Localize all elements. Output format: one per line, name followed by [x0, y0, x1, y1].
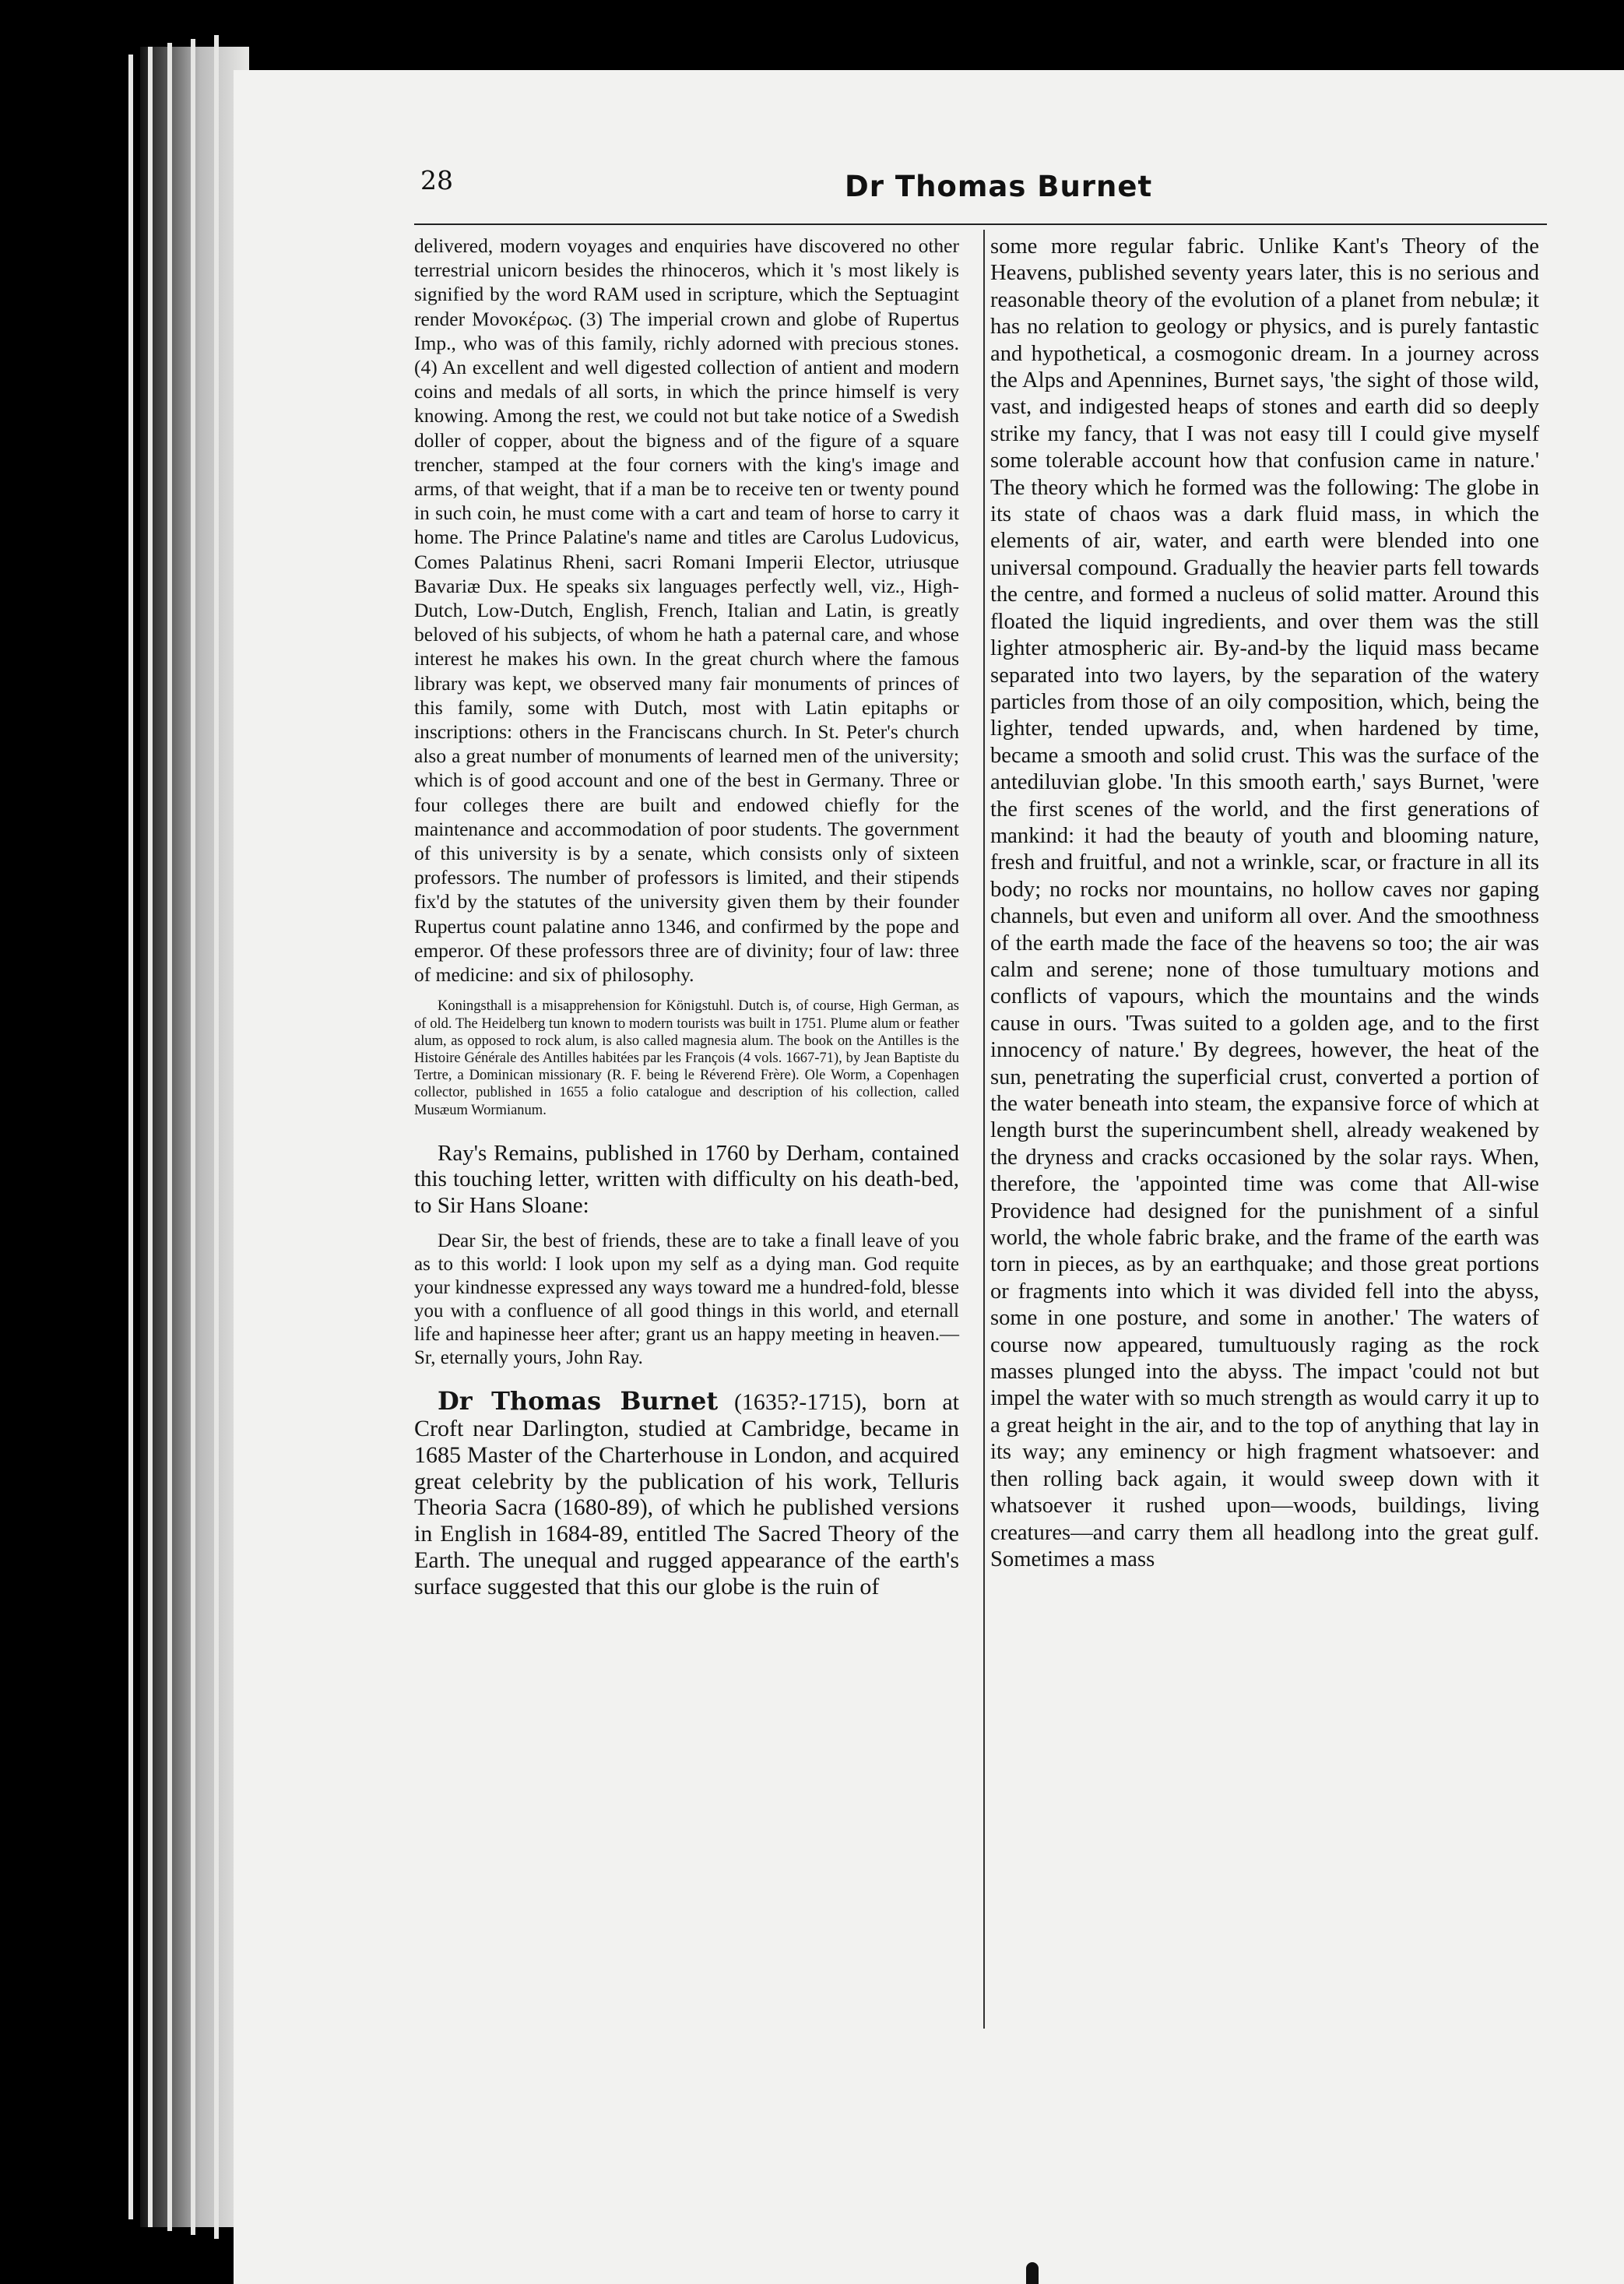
entry-heading: Dr Thomas Burnet — [438, 1386, 719, 1417]
page-edge — [167, 43, 172, 2231]
running-title: Dr Thomas Burnet — [845, 170, 1153, 203]
body-paragraph: delivered, modern voyages and enquiries have discovered no other terrestrial unicorn besides the rhinoceros, which it 's most likely is signified by the word RAM used in scripture, which the Septuagint render Μονοκέρως. (3) The imperial crown and globe of Rupertus Imp., who was of this family, richly adorned with precious stones. (4) An excellent and well digested collection of antient and modern coins and medals of all sorts, in which the prince himself is very knowing. Among the rest, we could not but take notice of a Swedish doller of copper, about the bigness and of the figure of a square trencher, stamped at the four corners with the king's image and arms, of that weight, that if a man be to receive ten or twenty pound in such coin, he must come with a cart and team of horse to carry it home. The Prince Palatine's name and titles are Carolus Ludovicus, Comes Palatinus Rheni, sacri Romani Imperii Elector, utriusque Bavariæ Dux. He speaks six languages perfectly well, viz., High-Dutch, Low-Dutch, English, French, Italian and Latin, is greatly beloved of his subjects, of whom he hath a paternal care, and whose interest he makes his own. In the great church where the famous library was kept, we observed many fair monuments of princes of this family, some with Dutch, most with Latin epitaphs or inscriptions: others in the Franciscans church. In St. Peter's church also a great number of monuments of learned men of the university; which is of good account and one of the best in Germany. Three or four colleges there are built and endowed chiefly for the maintenance and accommodation of poor students. The government of this university is by a senate, which consists only of sixteen professors. The number of professors is limited, and their stipends fix'd by the statutes of the university given them by their founder Rupertus count palatine anno 1346, and confirmed by the pope and emperor. Of these professors three are of divinity; four of law: three of medicine: and six of philosophy. — [414, 234, 959, 987]
footnote: Koningsthall is a misapprehension for Königstuhl. Dutch is, of course, High German, as of old. The Heidelberg tun known to modern tourists was built in 1751. Plume alum or feather alum, as opposed to rock alum, is also called magnesia alum. The book on the Antilles is the Histoire Générale des Antilles habitées par les François (4 vols. 1667-71), by Jean Baptiste du Tertre, a Dominican missionary (R. F. being le Réverend Frère). Ole Worm, a Copenhagen collector, published in 1655 a folio catalogue and description of his collection, called Musæum Wormianum. — [414, 998, 959, 1118]
scan-artifact — [1026, 2262, 1039, 2284]
page-number: 28 — [420, 165, 453, 195]
biography-entry — [414, 1388, 959, 1600]
entry-text: (1635?-1715), born at Croft near Darlington, studied at Cambridge, became in 1685 Master of the Charterhouse in London, and acquired great celebrity by the publication of his work, Telluris Theoria Sacra (1680-89), of which he published versions in English in 1684-89, entitled The Sacred Theory of the Earth. The unequal and rugged appearance of the earth's surface suggested that this our globe is the ruin of — [414, 1389, 959, 1600]
header-rule — [414, 223, 1547, 225]
quoted-letter: Dear Sir, the best of friends, these are to take a finall leave of you as to this world: I look upon my self as a dying man. God requite your kindnesse expressed any ways toward me a hundred-fold, blesse you with a confluence of all good things in this world, and eternall life and hapinesse heer after; grant us an happy meeting in heaven.—Sr, eternally yours, John Ray. — [414, 1230, 959, 1369]
right-column — [990, 234, 1539, 1573]
page-edge — [214, 35, 219, 2239]
page-edge — [191, 39, 195, 2235]
left-column — [414, 234, 959, 1600]
page-edge — [128, 55, 133, 2219]
body-paragraph: Ray's Remains, published in 1760 by Derham, contained this touching letter, written with difficulty on his death-bed, to Sir Hans Sloane: — [414, 1140, 959, 1218]
page-edge — [148, 47, 153, 2227]
body-paragraph: some more regular fabric. Unlike Kant's Theory of the Heavens, published seventy years later, this is no serious and reasonable theory of the evolution of a planet from nebulæ; it has no relation to geology or physics, and is purely fantastic and hypothetical, a cosmogonic dream. In a journey across the Alps and Apennines, Burnet says, 'the sight of those wild, vast, and indigested heaps of stones and earth did so deeply strike my fancy, that I was not easy till I could give myself some tolerable account how that confusion came in nature.' The theory which he formed was the following: The globe in its state of chaos was a dark fluid mass, in which the elements of air, water, and earth were blended into one universal compound. Gradually the heavier parts fell towards the centre, and formed a nucleus of solid matter. Around this floated the liquid ingredients, and over them was the still lighter atmospheric air. By-and-by the liquid mass became separated into two layers, by the separation of the watery particles from those of an oily composition, which, being the lighter, tended upwards, and, when hardened by time, became a smooth and solid crust. This was the surface of the antediluvian globe. 'In this smooth earth,' says Burnet, 'were the first scenes of the world, and the first generations of mankind: it had the beauty of youth and blooming nature, fresh and fruitful, and not a wrinkle, scar, or fracture in all its body; no rocks nor mountains, no hollow caves nor gaping channels, but even and uniform all over. And the smoothness of the earth made the face of the heavens so too; the air was calm and serene; none of those tumultuary motions and conflicts of vapours, which the mountains and the winds cause in ours. 'Twas suited to a golden age, and to the first innocency of nature.' By degrees, however, the heat of the sun, penetrating the superficial crust, converted a portion of the water beneath into steam, the expansive force of which at length burst the superincumbent shell, already weakened by the dryness and cracks occasioned by the solar rays. When, therefore, the 'appointed time was come that All-wise Providence had designed for the punishment of a sinful world, the whole fabric brake, and the frame of the earth was torn in pieces, as by an earthquake; and those great portions or fragments into which it was divided fell into the abyss, some in one posture, and some in another.' The waters of course now appeared, tumultuously raging as the rock masses plunged into the abyss. The impact 'could not but impel the water with so much strength as would carry it up to a great height in the air, and to the top of anything that lay in its way; any eminency or high fragment whatsoever: and then rolling back again, it would sweep down with it whatsoever it rushed upon—woods, buildings, living creatures—and carry them all headlong into the great gulf. Sometimes a mass — [990, 234, 1539, 1571]
column-divider — [983, 230, 985, 2029]
